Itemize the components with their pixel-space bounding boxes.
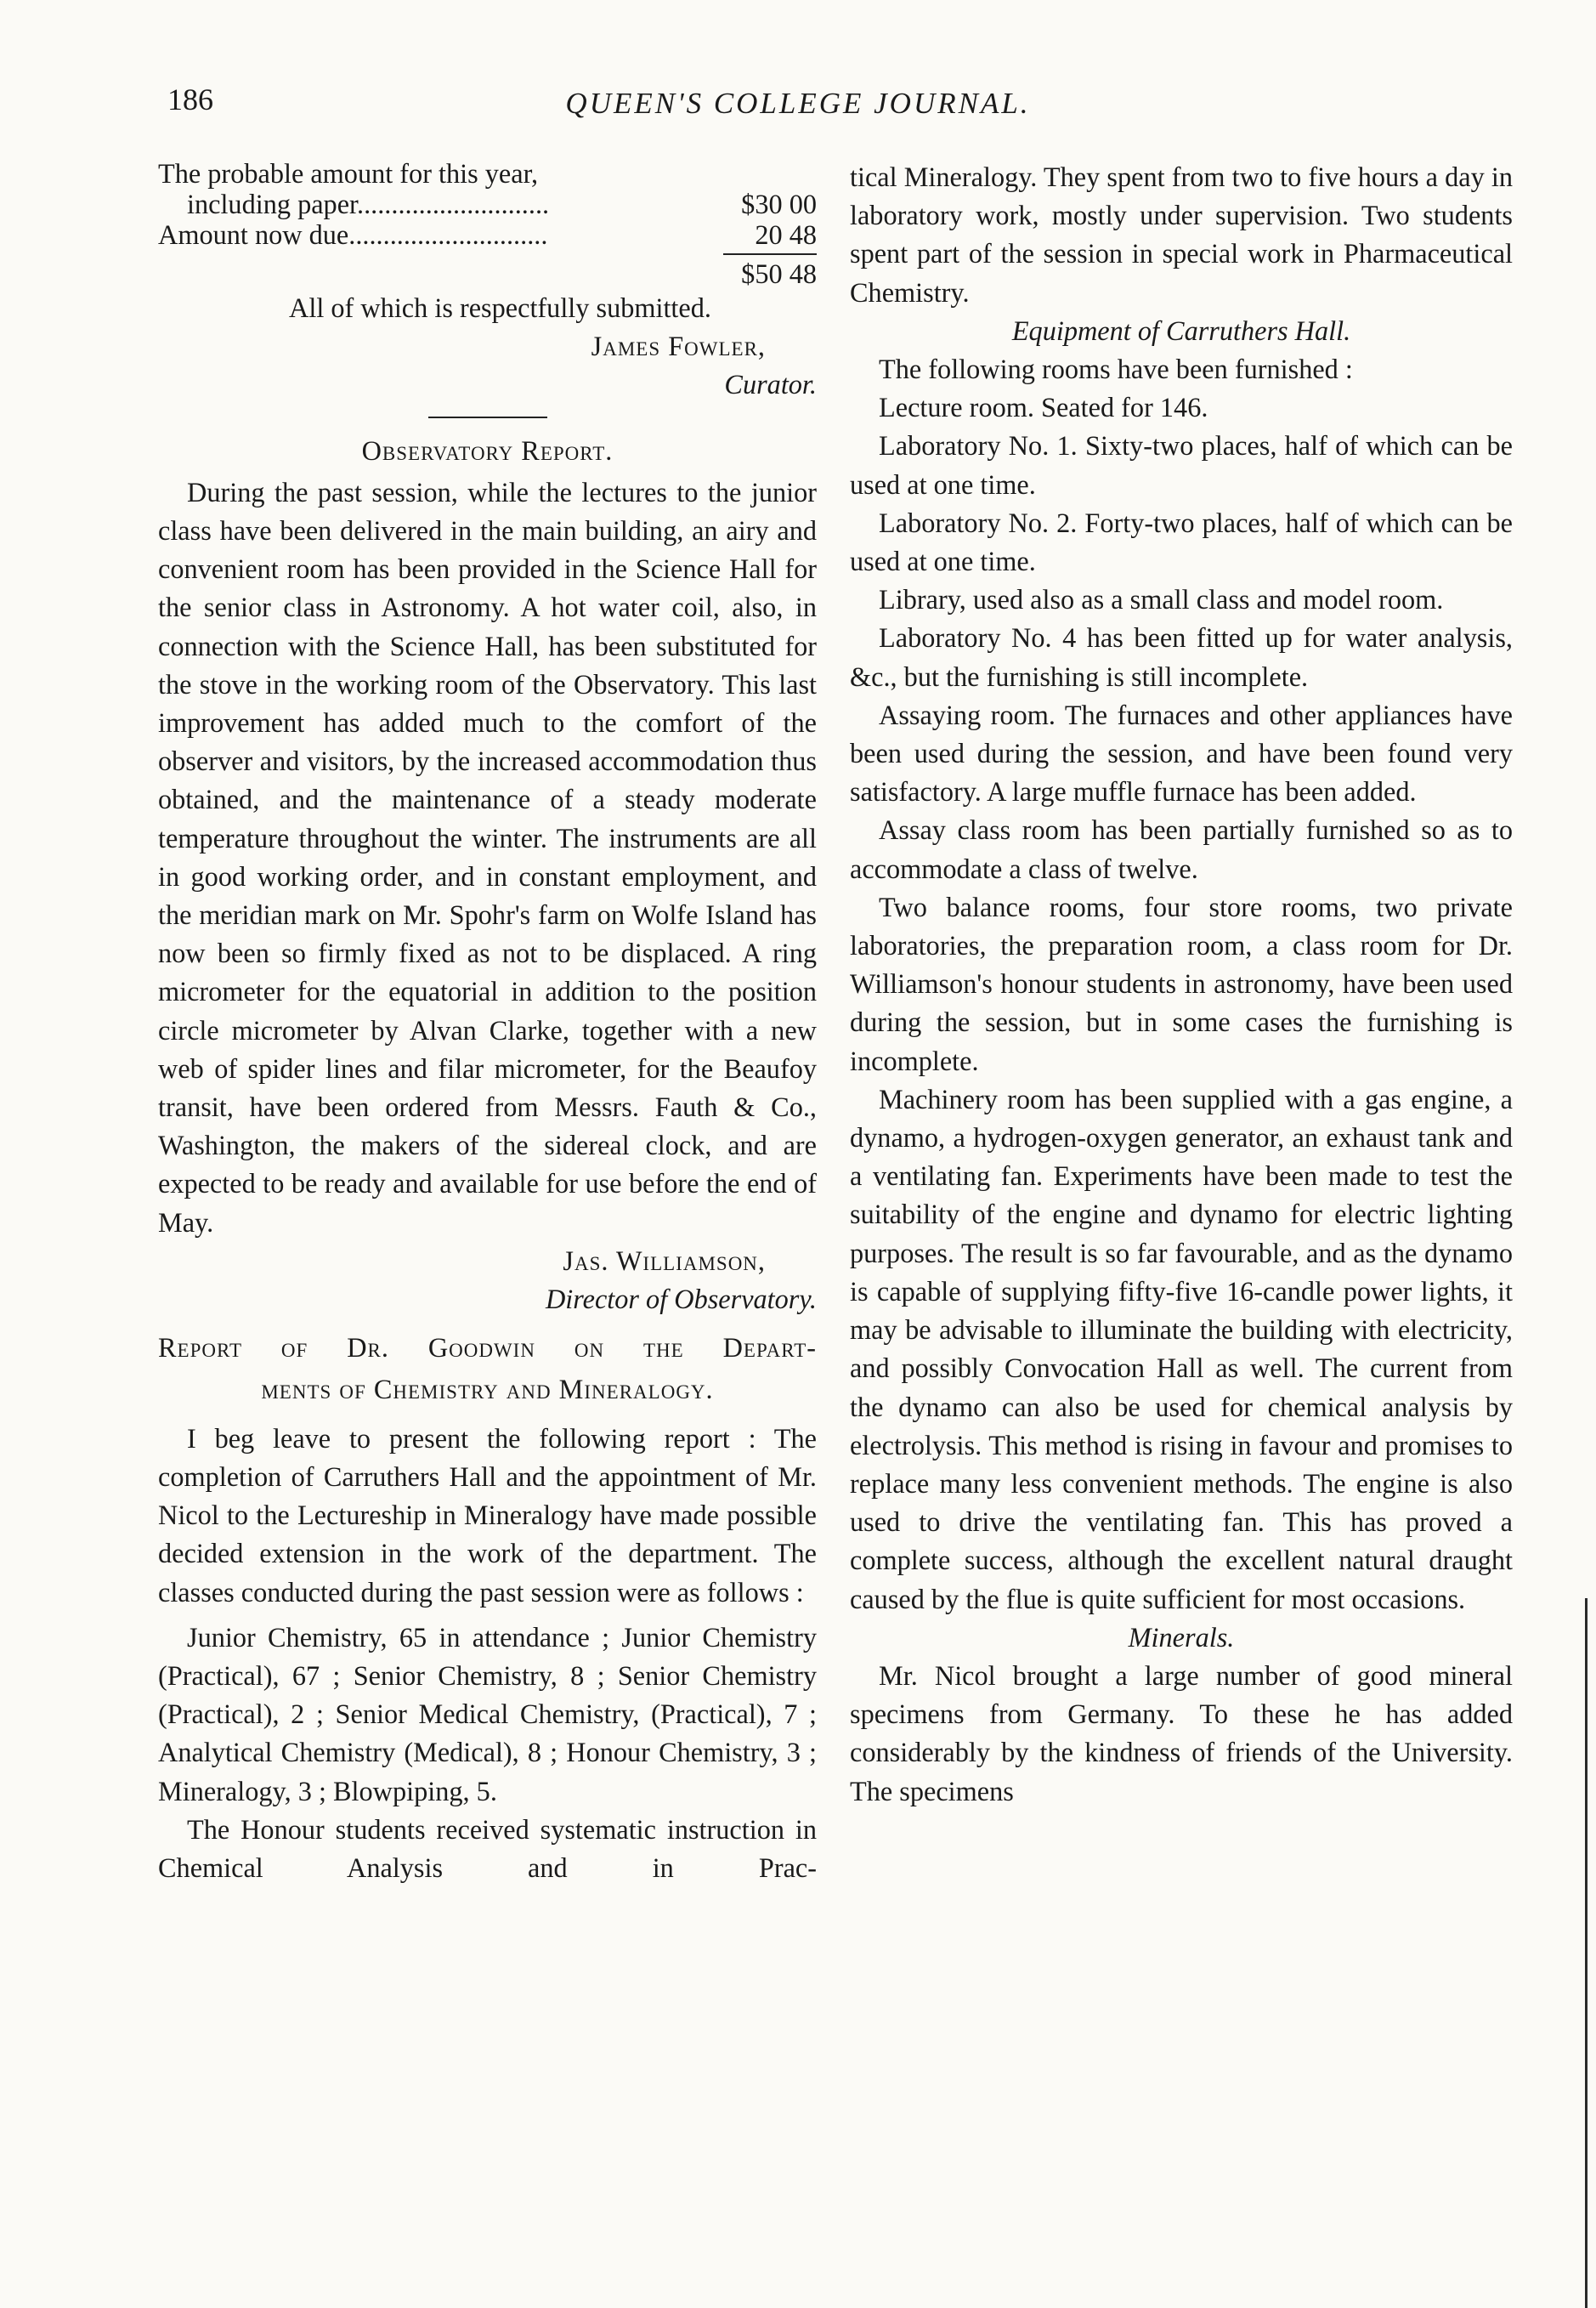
account-line-3-amount: 20 48 [755,219,817,250]
page-number: 186 [167,82,213,116]
journal-title: QUEEN'S COLLEGE JOURNAL. [565,87,1031,120]
goodwin-report-title-line-1: Report of Dr. Goodwin on the Depart- [158,1332,817,1364]
library: Library, used also as a small class and model room. [879,584,1444,615]
equipment-heading: Equipment of Carruthers Hall. [1011,315,1351,346]
page-edge-line [1585,1598,1588,2308]
right-column [850,158,1513,1811]
balance-rooms: Two balance rooms, four store rooms, two private laboratories, the preparation room, a class room for Dr. Williamson's honour students in astronomy, have been used during the session, but in some cases the furnishing is incomplete. [850,891,1513,1076]
curator-account [158,158,817,289]
section-divider [428,417,547,418]
laboratory-1: Laboratory No. 1. Sixty-two places, half of which can be used at one time. [850,430,1513,500]
observatory-report-title: Observatory Report. [361,434,614,466]
page-header [0,82,1596,133]
goodwin-report-honour-continued: tical Mineralogy. They spent from two to five hours a day in laboratory work, mostly under supervision. Two students spent part of the session in special work in Pharmaceutical Chemistry. [850,162,1513,308]
account-total: $50 48 [741,258,817,289]
curator-signature-name: James Fowler, [591,331,766,362]
closing-line: All of which is respectfully submitted. [289,292,711,323]
left-column [158,158,817,1887]
observatory-report-body: During the past session, while the lectures to the junior class have been delivered in the main building, an airy and convenient room has been provided in the Science Hall for the senior class in Astronomy. A hot water coil, also, in connection with the Science Hall, has been substituted for the stove in the working room of the Observatory. This last improvement has added much to the comfort of the observer and visitors, by the increased accommodation thus obtained, and the maintenance of a steady moderate temperature throughout the winter. The instruments are all in good working order, and in constant employment, and the meridian mark on Mr. Spohr's farm on Wolfe Island has now been so firmly fixed as not to be displaced. A ring micrometer for the equatorial in addition to the position circle micrometer by Alvan Clarke, together with a new web of spider lines and filar micrometer, for the Beaufoy transit, have been ordered from Messrs. Fauth & Co., Washington, the makers of the sidereal clock, and are expected to be ready and available for use before the end of May. [158,476,817,1238]
laboratory-2: Laboratory No. 2. Forty-two places, half of which can be used at one time. [850,507,1513,577]
observatory-signature-title: Director of Observatory. [545,1284,817,1315]
laboratory-4: Laboratory No. 4 has been fitted up for water analysis, &c., but the furnishing is still incomplete. [850,622,1513,692]
goodwin-report-honour: The Honour students received systematic instruction in Chemical Analysis and in Prac- [158,1813,817,1883]
observatory-signature-name: Jas. Williamson, [563,1245,766,1276]
account-line-2-amount: $30 00 [741,189,817,219]
account-line-3-desc: Amount now due............................. [158,219,548,250]
equipment-intro: The following rooms have been furnished : [879,354,1353,385]
curator-signature-title: Curator. [724,369,817,400]
goodwin-report-title-line-2: ments of Chemistry and Mineralogy. [261,1374,714,1405]
minerals-text: Mr. Nicol brought a large number of good mineral specimens from Germany. To these he has added considerably by the kindness of friends of the University. The specimens [850,1659,1513,1806]
goodwin-report-classes: Junior Chemistry, 65 in attendance ; Junior Chemistry (Practical), 67 ; Senior Chemistry, 8 ; Senior Chemistry (Practical), 2 ; Senior Medical Chemistry, (Practical), 7 ; Analytical Chemistry (Medical), 8 ; Honour Chemistry, 3 ; Mineralogy, 3 ; Blowpiping, 5. [158,1621,817,1806]
minerals-heading: Minerals. [1128,1621,1235,1653]
machinery-room: Machinery room has been supplied with a gas engine, a dynamo, a hydrogen-oxygen generator, an exhaust tank and a ventilating fan. Experiments have been made to test the suitability of the engine and dynamo for electric lighting purposes. The result is so far favourable, and as the dynamo is capable of supplying fifty-five 16-candle power lights, it may be advisable to illuminate the building with electricity, and possibly Convocation Hall as well. The current from the dynamo can also be used for chemical analysis by electrolysis. This method is rising in favour and promises to replace many less convenient methods. The engine is also used to drive the ventilating fan. This has proved a complete success, although the excellent natural draught caused by the flue is quite sufficient for most occasions. [850,1083,1513,1614]
lecture-room: Lecture room. Seated for 146. [879,392,1208,423]
goodwin-report-intro: I beg leave to present the following report : The completion of Carruthers Hall and the appointment of Mr. Nicol to the Lectureship in Mineralogy have made possible decided extension in the work of the department. The classes conducted during the past session were as follows : [158,1422,817,1608]
account-line-1: The probable amount for this year, [158,158,539,189]
assaying-room: Assaying room. The furnaces and other appliances have been used during the session, and have been found very satisfactory. A large muffle furnace has been added. [850,699,1513,808]
assay-class-room: Assay class room has been partially furnished so as to accommodate a class of twelve. [850,814,1513,884]
account-line-2-desc: including paper............................ [187,189,550,219]
total-rule [723,253,817,255]
